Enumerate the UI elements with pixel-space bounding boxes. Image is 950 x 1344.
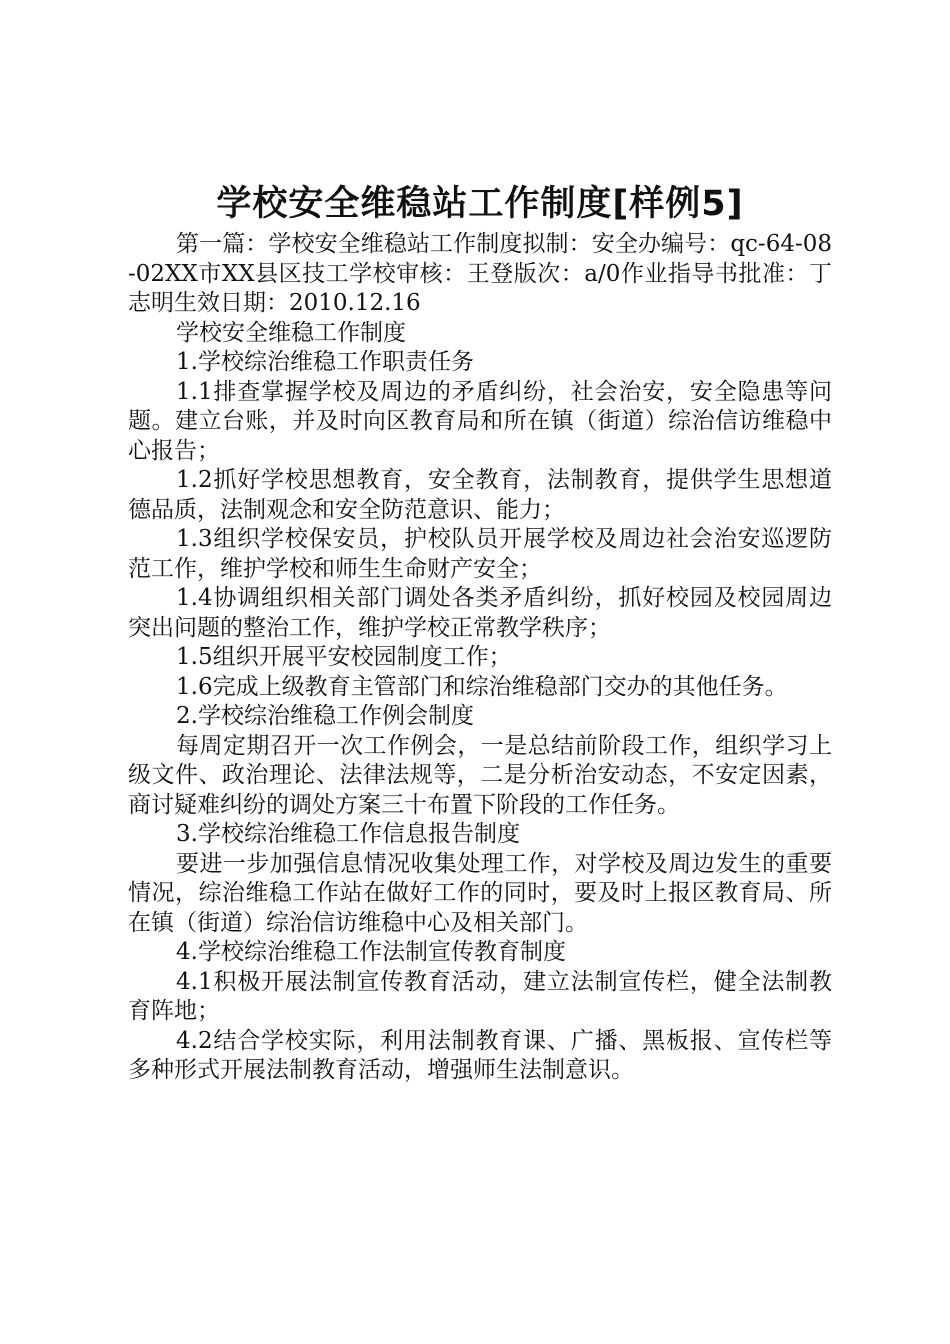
document-title: 学校安全维稳站工作制度[样例5] [216,184,744,224]
paragraph-2-body: 每周定期召开一次工作例会，一是总结前阶段工作，组织学习上级文件、政治理论、法律法规等，二是分析治安动态，不安定因素，商讨疑难纠纷的调处方案三十布置下阶段的工作任务。 [128,732,832,818]
section-heading-4: 4.学校综治维稳工作法制宣传教育制度 [176,939,566,965]
paragraph-4-1: 4.1积极开展法制宣传教育活动，建立法制宣传栏，健全法制教育阵地； [128,968,832,1024]
document-page [128,180,832,1086]
paragraph-4-2: 4.2结合学校实际，利用法制教育课、广播、黑板报、宣传栏等多种形式开展法制教育活动，增强师生法制意识。 [128,1027,832,1083]
paragraph-1-6: 1.6完成上级教育主管部门和综治维稳部门交办的其他任务。 [176,673,788,700]
section-heading-1: 1.学校综治维稳工作职责任务 [176,349,474,375]
paragraph-1-4: 1.4协调组织相关部门调处各类矛盾纠纷，抓好校园及校园周边突出问题的整治工作，维护学校正常教学秩序； [128,585,832,641]
paragraph-1-5: 1.5组织开展平安校园制度工作； [176,644,512,670]
section-heading-3: 3.学校综治维稳工作信息报告制度 [176,821,520,847]
paragraph-3-body: 要进一步加强信息情况收集处理工作，对学校及周边发生的重要情况，综治维稳工作站在做好工作的同时，要及时上报区教育局、所在镇（街道）综治信访维稳中心及相关部门。 [128,850,832,936]
paragraph-1-2: 1.2抓好学校思想教育，安全教育，法制教育，提供学生思想道德品质，法制观念和安全防范意识、能力； [128,467,832,523]
paragraph-intro: 第一篇：学校安全维稳站工作制度拟制：安全办编号：qc-64-08-02XX市XX县区技工学校审核：王登版次：a/0作业指导书批准：丁志明生效日期：2010.12.16 [128,231,832,316]
paragraph-heading-safety-system: 学校安全维稳工作制度 [176,319,406,346]
paragraph-1-1: 1.1排查掌握学校及周边的矛盾纠纷，社会治安，安全隐患等问题。建立台账，并及时向区教育局和所在镇（街道）综治信访维稳中心报告； [128,378,832,464]
section-heading-2: 2.学校综治维稳工作例会制度 [176,703,474,729]
paragraph-1-3: 1.3组织学校保安员，护校队员开展学校及周边社会治安巡逻防范工作，维护学校和师生生命财产安全； [128,526,832,582]
